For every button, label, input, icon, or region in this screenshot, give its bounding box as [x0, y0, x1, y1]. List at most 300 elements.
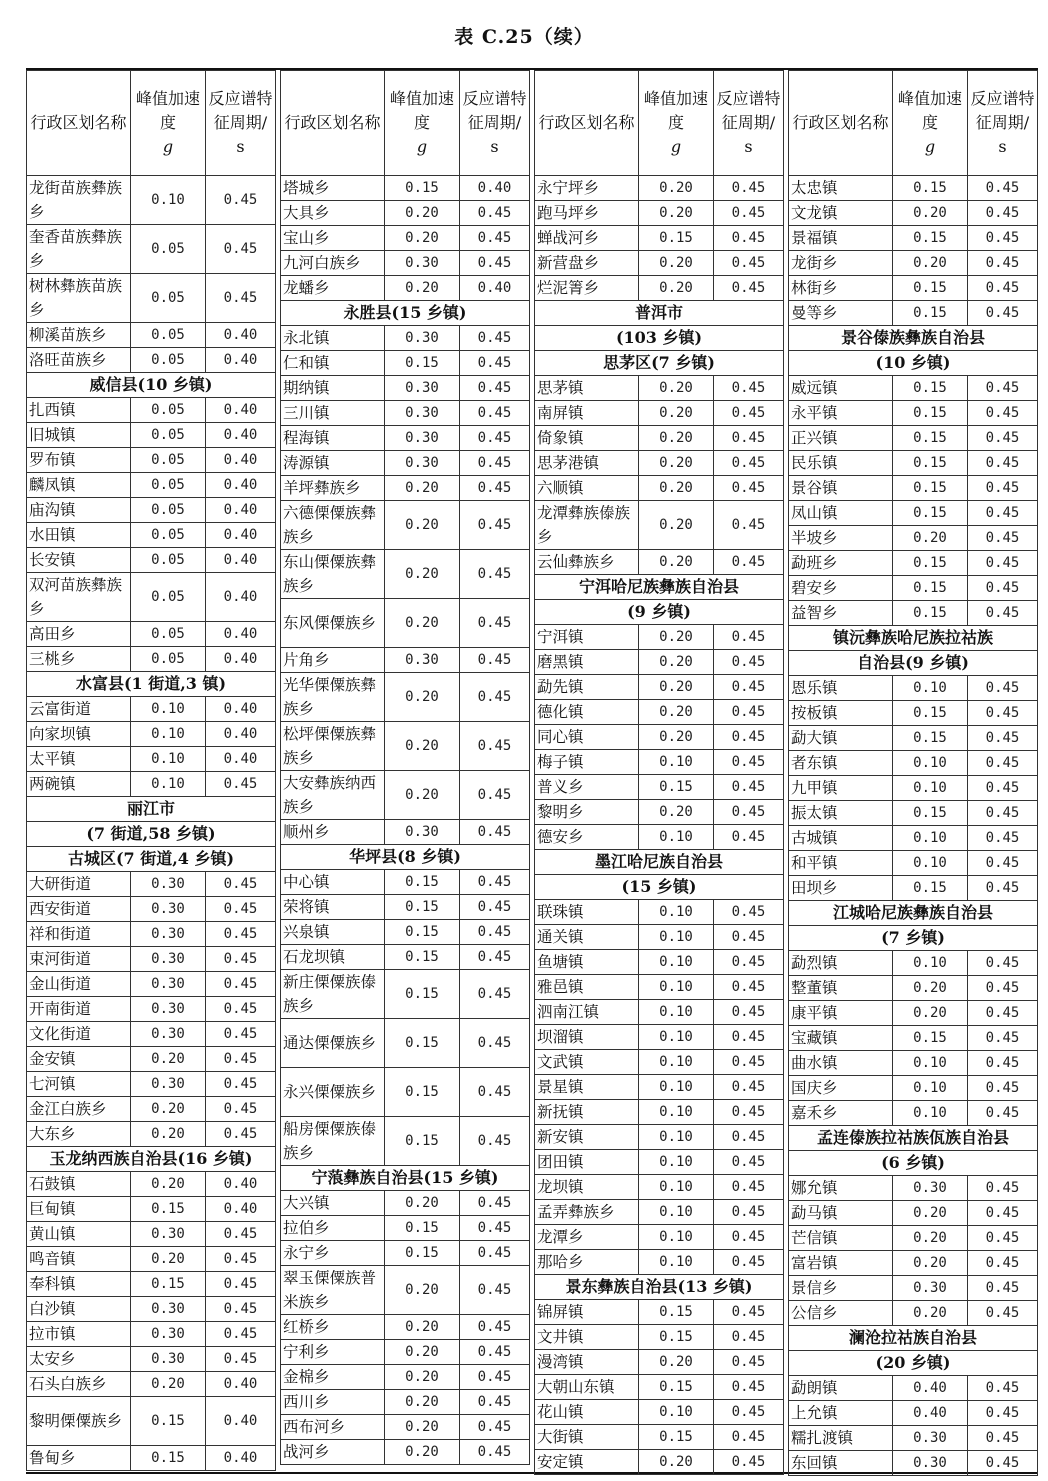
region-name: 碧安乡 [789, 576, 893, 601]
table-row [281, 771, 530, 820]
region-name: 金江白族乡 [27, 1097, 131, 1122]
table-row [535, 1025, 784, 1050]
section-title: (9 乡镇) [535, 600, 784, 625]
region-name: 永宁坪乡 [535, 176, 639, 201]
region-name: 西安街道 [27, 897, 131, 922]
peak-acceleration: 0.15 [639, 1375, 714, 1400]
characteristic-period: 0.45 [460, 722, 530, 771]
section-title: 华坪县(8 乡镇) [281, 845, 530, 870]
characteristic-period: 0.45 [968, 276, 1038, 301]
region-name: 德化镇 [535, 700, 639, 725]
characteristic-period: 0.45 [206, 872, 276, 897]
table-row [27, 1297, 276, 1322]
characteristic-period: 0.45 [714, 1050, 784, 1075]
table-column-block [26, 70, 275, 1472]
characteristic-period: 0.45 [714, 1400, 784, 1425]
table-row [789, 376, 1038, 401]
region-name: 东山傈僳族彝族乡 [281, 550, 385, 599]
region-name: 鱼塘镇 [535, 950, 639, 975]
section-title: 景谷傣族彝族自治县 [789, 326, 1038, 351]
table-row [535, 800, 784, 825]
table-row [789, 851, 1038, 876]
region-name: 光华傈僳族彝族乡 [281, 673, 385, 722]
characteristic-period: 0.45 [714, 1175, 784, 1200]
region-name: 太安乡 [27, 1347, 131, 1372]
region-table [788, 70, 1038, 1476]
peak-acceleration: 0.20 [385, 722, 460, 771]
header-period-label: 反应谱特征周期/ [462, 89, 527, 132]
region-name: 九甲镇 [789, 776, 893, 801]
peak-acceleration: 0.15 [131, 1272, 206, 1297]
region-name: 公信乡 [789, 1301, 893, 1326]
peak-acceleration: 0.10 [639, 925, 714, 950]
characteristic-period: 0.45 [968, 726, 1038, 751]
table-row [535, 1125, 784, 1150]
peak-acceleration: 0.30 [131, 997, 206, 1022]
table-row [535, 401, 784, 426]
table-row [27, 448, 276, 473]
peak-acceleration: 0.20 [385, 1365, 460, 1390]
region-name: 仁和镇 [281, 351, 385, 376]
characteristic-period: 0.45 [968, 1451, 1038, 1476]
section-header-row [789, 651, 1038, 676]
characteristic-period: 0.45 [460, 550, 530, 599]
peak-acceleration: 0.05 [131, 323, 206, 348]
peak-acceleration: 0.15 [893, 426, 968, 451]
region-name: 普义乡 [535, 775, 639, 800]
region-name: 永平镇 [789, 401, 893, 426]
peak-acceleration: 0.10 [131, 747, 206, 772]
table-row [535, 201, 784, 226]
section-title: 江城哈尼族彝族自治县 [789, 901, 1038, 926]
table-row [281, 1340, 530, 1365]
peak-acceleration: 0.20 [639, 725, 714, 750]
table-row [535, 625, 784, 650]
peak-acceleration: 0.20 [639, 401, 714, 426]
region-name: 六顺镇 [535, 476, 639, 501]
table-row [281, 476, 530, 501]
table-row [535, 925, 784, 950]
peak-acceleration: 0.20 [385, 550, 460, 599]
region-name: 倚象镇 [535, 426, 639, 451]
peak-acceleration: 0.15 [893, 601, 968, 626]
table-row [27, 947, 276, 972]
peak-acceleration: 0.20 [893, 526, 968, 551]
characteristic-period: 0.45 [714, 401, 784, 426]
region-name: 束河街道 [27, 947, 131, 972]
peak-acceleration: 0.15 [893, 276, 968, 301]
peak-acceleration: 0.10 [893, 1076, 968, 1101]
characteristic-period: 0.45 [968, 476, 1038, 501]
peak-acceleration: 0.10 [131, 722, 206, 747]
table-title: 表 C.25（续） [454, 26, 594, 48]
table-row [281, 895, 530, 920]
region-name: 南屏镇 [535, 401, 639, 426]
region-name: 威远镇 [789, 376, 893, 401]
table-row [789, 1451, 1038, 1476]
characteristic-period: 0.45 [968, 951, 1038, 976]
table-column-block [280, 70, 529, 1472]
characteristic-period: 0.45 [968, 1201, 1038, 1226]
characteristic-period: 0.40 [206, 747, 276, 772]
peak-acceleration: 0.15 [893, 501, 968, 526]
region-name: 龙坝镇 [535, 1175, 639, 1200]
region-name: 通关镇 [535, 925, 639, 950]
table-row [281, 945, 530, 970]
region-name: 九河白族乡 [281, 251, 385, 276]
region-name: 曼等乡 [789, 301, 893, 326]
peak-acceleration: 0.20 [131, 1047, 206, 1072]
peak-acceleration: 0.10 [893, 676, 968, 701]
characteristic-period: 0.45 [206, 176, 276, 225]
peak-acceleration: 0.05 [131, 225, 206, 274]
peak-acceleration: 0.10 [639, 1250, 714, 1275]
table-row [535, 975, 784, 1000]
header-row [27, 71, 276, 176]
region-name: 石龙坝镇 [281, 945, 385, 970]
region-name: 龙街苗族彝族乡 [27, 176, 131, 225]
header-name: 行政区划名称 [535, 71, 639, 176]
characteristic-period: 0.45 [460, 1340, 530, 1365]
region-name: 双河苗族彝族乡 [27, 573, 131, 622]
characteristic-period: 0.45 [714, 825, 784, 850]
table-row [789, 1051, 1038, 1076]
peak-acceleration: 0.20 [131, 1372, 206, 1397]
characteristic-period: 0.45 [206, 1247, 276, 1272]
peak-acceleration: 0.20 [893, 976, 968, 1001]
characteristic-period: 0.45 [968, 251, 1038, 276]
table-row [27, 323, 276, 348]
characteristic-period: 0.45 [460, 226, 530, 251]
region-name: 磨黑镇 [535, 650, 639, 675]
characteristic-period: 0.45 [968, 1376, 1038, 1401]
characteristic-period: 0.45 [714, 1225, 784, 1250]
region-name: 漫湾镇 [535, 1350, 639, 1375]
characteristic-period: 0.45 [968, 1076, 1038, 1101]
section-header-row [535, 1275, 784, 1300]
region-name: 向家坝镇 [27, 722, 131, 747]
peak-acceleration: 0.30 [131, 872, 206, 897]
characteristic-period: 0.45 [714, 1075, 784, 1100]
header-period-label: 反应谱特征周期/ [208, 89, 273, 132]
header-peak-unit: g [416, 137, 428, 156]
peak-acceleration: 0.20 [893, 1301, 968, 1326]
peak-acceleration: 0.15 [385, 1117, 460, 1166]
section-header-row [535, 351, 784, 376]
region-name: 永宁乡 [281, 1241, 385, 1266]
section-header-row [789, 351, 1038, 376]
characteristic-period: 0.40 [206, 622, 276, 647]
characteristic-period: 0.45 [968, 576, 1038, 601]
region-name: 民乐镇 [789, 451, 893, 476]
characteristic-period: 0.45 [968, 176, 1038, 201]
region-name: 糯扎渡镇 [789, 1426, 893, 1451]
characteristic-period: 0.45 [460, 251, 530, 276]
header-peak-label: 峰值加速度 [897, 89, 962, 132]
table-row [535, 1400, 784, 1425]
table-row [27, 697, 276, 722]
region-name: 振太镇 [789, 801, 893, 826]
table-row [281, 648, 530, 673]
characteristic-period: 0.45 [206, 1272, 276, 1297]
characteristic-period: 0.45 [460, 451, 530, 476]
region-name: 松坪傈僳族彝族乡 [281, 722, 385, 771]
peak-acceleration: 0.20 [639, 700, 714, 725]
section-title: 孟连傣族拉祜族佤族自治县 [789, 1126, 1038, 1151]
region-name: 云富街道 [27, 697, 131, 722]
table-row [789, 276, 1038, 301]
characteristic-period: 0.45 [460, 599, 530, 648]
characteristic-period: 0.40 [206, 722, 276, 747]
characteristic-period: 0.45 [460, 1216, 530, 1241]
peak-acceleration: 0.30 [385, 820, 460, 845]
table-row [281, 599, 530, 648]
table-row [27, 1047, 276, 1072]
peak-acceleration: 0.10 [639, 1050, 714, 1075]
region-name: 景信乡 [789, 1276, 893, 1301]
region-name: 景星镇 [535, 1075, 639, 1100]
region-name: 宁利乡 [281, 1340, 385, 1365]
characteristic-period: 0.45 [968, 1051, 1038, 1076]
section-header-row [27, 672, 276, 697]
region-name: 高田乡 [27, 622, 131, 647]
region-name: 团田镇 [535, 1150, 639, 1175]
peak-acceleration: 0.20 [385, 226, 460, 251]
table-row [535, 1250, 784, 1275]
table-row [27, 1097, 276, 1122]
characteristic-period: 0.45 [968, 1401, 1038, 1426]
table-row [281, 1266, 530, 1315]
table-row [281, 376, 530, 401]
region-name: 石头白族乡 [27, 1372, 131, 1397]
peak-acceleration: 0.15 [385, 945, 460, 970]
table-row [789, 301, 1038, 326]
characteristic-period: 0.40 [206, 697, 276, 722]
characteristic-period: 0.40 [460, 176, 530, 201]
region-name: 拉市镇 [27, 1322, 131, 1347]
region-name: 嘉禾乡 [789, 1101, 893, 1126]
table-row [27, 1272, 276, 1297]
peak-acceleration: 0.15 [131, 1397, 206, 1446]
characteristic-period: 0.45 [714, 900, 784, 925]
table-row [281, 426, 530, 451]
header-period-unit: s [236, 137, 245, 156]
table-row [281, 251, 530, 276]
peak-acceleration: 0.15 [385, 1019, 460, 1068]
section-header-row [789, 1351, 1038, 1376]
peak-acceleration: 0.15 [385, 1216, 460, 1241]
peak-acceleration: 0.15 [131, 1197, 206, 1222]
peak-acceleration: 0.20 [893, 201, 968, 226]
table-row [789, 1176, 1038, 1201]
peak-acceleration: 0.15 [893, 451, 968, 476]
section-header-row [789, 1151, 1038, 1176]
peak-acceleration: 0.15 [893, 876, 968, 901]
peak-acceleration: 0.40 [893, 1376, 968, 1401]
section-header-row [535, 326, 784, 351]
region-name: 奉科镇 [27, 1272, 131, 1297]
characteristic-period: 0.45 [968, 601, 1038, 626]
table-row [789, 676, 1038, 701]
peak-acceleration: 0.10 [893, 826, 968, 851]
region-name: 战河乡 [281, 1440, 385, 1465]
region-name: 大兴镇 [281, 1191, 385, 1216]
table-row [535, 675, 784, 700]
table-row [535, 1200, 784, 1225]
characteristic-period: 0.45 [714, 426, 784, 451]
region-name: 太忠镇 [789, 176, 893, 201]
header-period [206, 71, 276, 176]
peak-acceleration: 0.20 [639, 451, 714, 476]
characteristic-period: 0.45 [460, 351, 530, 376]
characteristic-period: 0.45 [206, 274, 276, 323]
region-name: 梅子镇 [535, 750, 639, 775]
peak-acceleration: 0.30 [385, 648, 460, 673]
characteristic-period: 0.45 [968, 426, 1038, 451]
region-name: 泗南江镇 [535, 1000, 639, 1025]
table-row [789, 1101, 1038, 1126]
region-name: 大具乡 [281, 201, 385, 226]
characteristic-period: 0.45 [968, 1426, 1038, 1451]
peak-acceleration: 0.20 [385, 1266, 460, 1315]
peak-acceleration: 0.10 [639, 1075, 714, 1100]
header-peak [131, 71, 206, 176]
region-name: 正兴镇 [789, 426, 893, 451]
peak-acceleration: 0.20 [639, 376, 714, 401]
characteristic-period: 0.45 [460, 426, 530, 451]
peak-acceleration: 0.15 [639, 1300, 714, 1325]
region-table [534, 70, 784, 1475]
region-name: 永北镇 [281, 326, 385, 351]
peak-acceleration: 0.20 [385, 673, 460, 722]
table-row [789, 401, 1038, 426]
peak-acceleration: 0.15 [385, 920, 460, 945]
region-name: 三川镇 [281, 401, 385, 426]
region-name: 新安镇 [535, 1125, 639, 1150]
table-row [27, 622, 276, 647]
region-name: 龙蟠乡 [281, 276, 385, 301]
table-row [789, 426, 1038, 451]
region-name: 金山街道 [27, 972, 131, 997]
region-name: 东回镇 [789, 1451, 893, 1476]
peak-acceleration: 0.10 [639, 1125, 714, 1150]
characteristic-period: 0.45 [460, 945, 530, 970]
table-row [535, 1325, 784, 1350]
region-name: 片角乡 [281, 648, 385, 673]
table-row [27, 897, 276, 922]
peak-acceleration: 0.15 [893, 376, 968, 401]
characteristic-period: 0.45 [714, 725, 784, 750]
region-name: 烂泥箐乡 [535, 276, 639, 301]
section-header-row [27, 822, 276, 847]
characteristic-period: 0.45 [968, 801, 1038, 826]
peak-acceleration: 0.30 [385, 401, 460, 426]
peak-acceleration: 0.10 [639, 900, 714, 925]
peak-acceleration: 0.20 [639, 650, 714, 675]
header-period [714, 71, 784, 176]
section-title: 玉龙纳西族自治县(16 乡镇) [27, 1147, 276, 1172]
section-header-row [535, 850, 784, 875]
header-peak [893, 71, 968, 176]
peak-acceleration: 0.20 [639, 251, 714, 276]
peak-acceleration: 0.05 [131, 622, 206, 647]
peak-acceleration: 0.20 [385, 501, 460, 550]
region-name: 红桥乡 [281, 1315, 385, 1340]
region-name: 麟凤镇 [27, 473, 131, 498]
characteristic-period: 0.45 [968, 526, 1038, 551]
region-name: 上允镇 [789, 1401, 893, 1426]
table-row [535, 1375, 784, 1400]
characteristic-period: 0.45 [460, 401, 530, 426]
table-row [281, 451, 530, 476]
peak-acceleration: 0.20 [131, 1122, 206, 1147]
region-name: 扎西镇 [27, 398, 131, 423]
peak-acceleration: 0.20 [639, 426, 714, 451]
table-row [27, 1372, 276, 1397]
characteristic-period: 0.45 [968, 701, 1038, 726]
table-row [789, 776, 1038, 801]
characteristic-period: 0.45 [460, 1440, 530, 1465]
peak-acceleration: 0.20 [385, 1315, 460, 1340]
peak-acceleration: 0.20 [893, 1201, 968, 1226]
peak-acceleration: 0.20 [639, 276, 714, 301]
characteristic-period: 0.45 [968, 876, 1038, 901]
region-name: 白沙镇 [27, 1297, 131, 1322]
peak-acceleration: 0.10 [639, 1225, 714, 1250]
region-name: 涛源镇 [281, 451, 385, 476]
peak-acceleration: 0.05 [131, 398, 206, 423]
region-name: 开南街道 [27, 997, 131, 1022]
peak-acceleration: 0.20 [639, 201, 714, 226]
characteristic-period: 0.45 [206, 1347, 276, 1372]
table-row [281, 1117, 530, 1166]
characteristic-period: 0.45 [206, 1072, 276, 1097]
peak-acceleration: 0.15 [639, 775, 714, 800]
peak-acceleration: 0.15 [639, 1425, 714, 1450]
region-name: 水田镇 [27, 523, 131, 548]
characteristic-period: 0.45 [206, 1297, 276, 1322]
peak-acceleration: 0.30 [385, 251, 460, 276]
region-name: 按板镇 [789, 701, 893, 726]
table-row [789, 226, 1038, 251]
characteristic-period: 0.45 [714, 501, 784, 550]
characteristic-period: 0.45 [968, 1251, 1038, 1276]
peak-acceleration: 0.20 [385, 1340, 460, 1365]
table-row [789, 526, 1038, 551]
characteristic-period: 0.45 [460, 1390, 530, 1415]
section-header-row [27, 797, 276, 822]
table-row [535, 476, 784, 501]
characteristic-period: 0.45 [460, 476, 530, 501]
characteristic-period: 0.45 [968, 501, 1038, 526]
peak-acceleration: 0.20 [131, 1097, 206, 1122]
characteristic-period: 0.45 [968, 201, 1038, 226]
region-name: 石鼓镇 [27, 1172, 131, 1197]
characteristic-period: 0.45 [714, 1000, 784, 1025]
characteristic-period: 0.40 [206, 398, 276, 423]
region-name: 宁洱镇 [535, 625, 639, 650]
region-name: 勐大镇 [789, 726, 893, 751]
table-row [27, 398, 276, 423]
region-name: 黎明乡 [535, 800, 639, 825]
peak-acceleration: 0.10 [893, 1051, 968, 1076]
region-name: 金棉乡 [281, 1365, 385, 1390]
characteristic-period: 0.45 [714, 675, 784, 700]
characteristic-period: 0.45 [714, 276, 784, 301]
section-title: (103 乡镇) [535, 326, 784, 351]
section-header-row [535, 301, 784, 326]
region-name: 祥和街道 [27, 922, 131, 947]
